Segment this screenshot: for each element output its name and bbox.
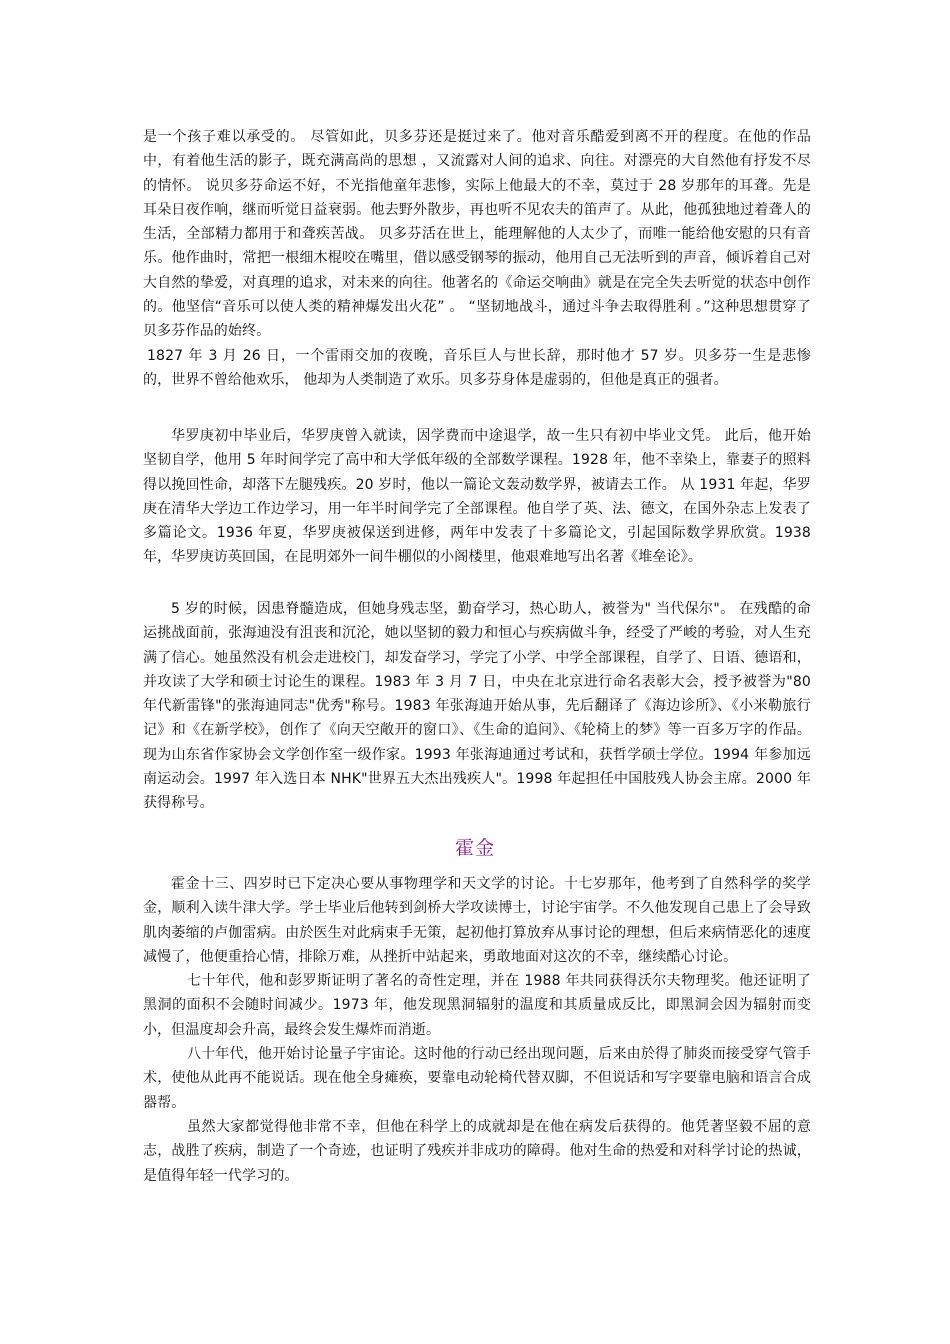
beethoven-paragraph-2: 1827 年 3 月 26 日，一个雷雨交加的夜晚，音乐巨人与世长辞，那时他才 57 岁。贝多芬一生是悲惨的，世界不曾给他欢乐， 他却为人类制造了欢乐。贝多芬身体是虚弱的，但他是真正的强者。 [143,347,811,388]
hawking-paragraph-3: 八十年代，他开始讨论量子宇宙论。这时他的行动已经出现问题，后来由於得了肺炎而接受穿气管手术，使他从此再不能说话。现在他全身瘫痪，要靠电动轮椅代替双脚，不但说话和写字要靠电脑和语言合成器帮。 [143,1046,811,1111]
zhanghaidi-section [143,597,811,816]
hawking-paragraph-1: 霍金十三、四岁时已下定决心要从事物理学和天文学的讨论。十七岁那年，他考到了自然科学的奖学金，顺利入读牛津大学。学士毕业后他转到剑桥大学攻读博士，讨论宇宙学。不久他发现自己患上了会导致肌肉萎缩的卢伽雷病。由於医生对此病束手无策，起初他打算放弃从事讨论的理想，但后来病情恶化的速度减慢了，他便重拾心情，排除万难，从挫折中站起来，勇敢地面对这次的不幸，继续酷心讨论。 [143,876,811,965]
hualuogeng-section [143,424,811,570]
hawking-paragraph-4: 虽然大家都觉得他非常不幸，但他在科学上的成就却是在他在病发后获得的。他凭著坚毅不屈的意志，战胜了疾病，制造了一个奇迹，也证明了残疾并非成功的障碍。他对生命的热爱和对科学讨论的热诚，是值得年轻一代学习的。 [143,1118,811,1184]
beethoven-section [143,125,811,392]
hawking-heading: 霍金 [454,837,495,859]
zhanghaidi-paragraph-1: 5 岁的时候，因患脊髓造成，但她身残志坚，勤奋学习，热心助人，被誉为" 当代保尔"。 在残酷的命运挑战面前，张海迪没有沮丧和沉沦，她以坚韧的毅力和恒心与疾病做斗争，经受了严峻的考验，对人生充满了信心。她虽然没有机会走进校门，却发奋学习，学完了小学、中学全部课程，自学了、日语、德语和，并攻读了大学和硕士讨论生的课程。1983 年 3 月 7 日，中央在北京进行命名表彰大会，授予被誉为"80 年代新雷锋"的张海迪同志"优秀"称号。1983 年张海迪开始从事，先后翻译了《海边诊所》、《小米勒旅行记》和《在新学校》，创作了《向天空敞开的窗口》、《生命的追问》、《轮椅上的梦》等一百多万字的作品。现为山东省作家协会文学创作室一级作家。1993 年张海迪通过考试和，获哲学硕士学位。1994 年参加远南运动会。1997 年入选日本 NHK"世界五大杰出残疾人"。1998 年起担任中国肢残人协会主席。2000 年获得称号。 [143,601,811,812]
beethoven-paragraph-1: 是一个孩子难以承受的。 尽管如此，贝多芬还是挺过来了。他对音乐酷爱到离不开的程度。在他的作品中，有着他生活的影子，既充满高尚的思想 ，又流露对人间的追求、向往。对漂亮的大自然他有抒发不尽的情怀。 说贝多芬命运不好，不光指他童年悲惨，实际上他最大的不幸，莫过于 28 岁那年的耳聋。先是耳朵日夜作响，继而听觉日益衰弱。他去野外散步，再也听不见农夫的笛声了。从此，他孤独地过着聋人的生活，全部精力都用于和聋疾苦战。 贝多芬活在世上，能理解他的人太少了，而唯一能给他安慰的只有音乐。他作曲时，常把一根细木棍咬在嘴里，借以感受钢琴的振动，他用自己无法听到的声音，倾诉着自己对大自然的挚爱，对真理的追求，对未来的向往。他著名的《命运交响曲》就是在完全失去听觉的状态中创作的。他坚信“音乐可以使人类的精神爆发出火花” 。 “坚韧地战斗，通过斗争去取得胜利 。”这种思想贯穿了贝多芬作品的始终。 [143,129,811,340]
hawking-section [143,872,811,1188]
hualuogeng-paragraph-1: 华罗庚初中毕业后，华罗庚曾入就读，因学费而中途退学，故一生只有初中毕业文凭。 此后，他开始坚韧自学，他用 5 年时间学完了高中和大学低年级的全部数学课程。1928 年，他不幸染上，靠妻子的照料得以挽回性命，却落下左腿残疾。20 岁时，他以一篇论文轰动数学界，被请去工作。 从 1931 年起，华罗庚在清华大学边工作边学习，用一年半时间学完了全部课程。他自学了英、法、德文，在国外杂志上发表了多篇论文。1936 年夏，华罗庚被保送到进修，两年中发表了十多篇论文，引起国际数学界欣赏。1938 年，华罗庚访英回国，在昆明郊外一间牛棚似的小阁楼里，他艰难地写出名著《堆垒论》。 [143,428,811,566]
hawking-paragraph-2: 七十年代，他和彭罗斯证明了著名的奇性定理，并在 1988 年共同获得沃尔夫物理奖。他还证明了黑洞的面积不会随时间减少。1973 年，他发现黑洞辐射的温度和其质量成反比，即黑洞会因为辐射而变小，但温度却会升高，最终会发生爆炸而消逝。 [143,973,811,1038]
